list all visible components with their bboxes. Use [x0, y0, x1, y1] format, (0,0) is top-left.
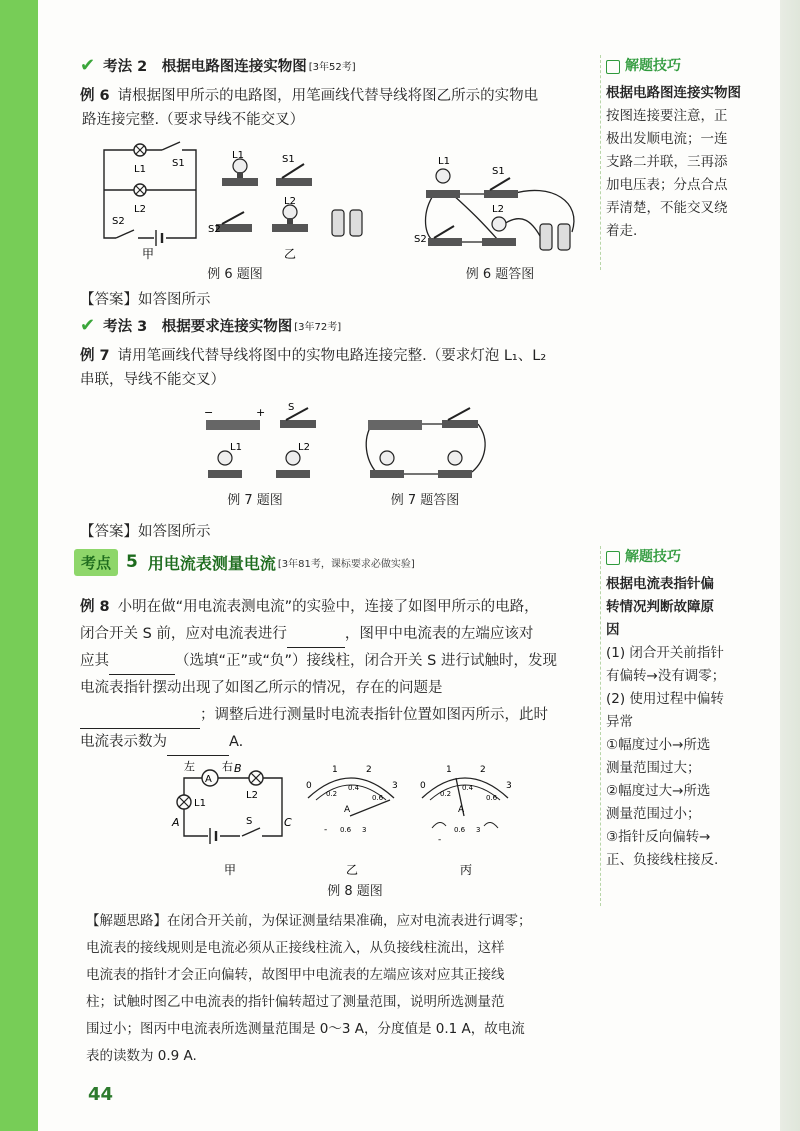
figure-caption: 例 6 题图 [207, 267, 263, 282]
tips-line: ①幅度过小→所选 [606, 737, 711, 753]
text-line: 串联，导线不能交叉） [80, 372, 225, 388]
label-l1: L1 [438, 156, 450, 167]
terminal-label: 0.6 [340, 826, 352, 834]
tips-heading: 转情况判断故障原 [606, 599, 714, 615]
text-line: 电流表示数为 [80, 734, 167, 750]
label-left: 左 [184, 760, 195, 773]
label-l2: L2 [246, 790, 258, 801]
tick-label: 0.4 [348, 784, 360, 792]
svg-text:L2: L2 [298, 442, 310, 453]
book-icon [606, 60, 620, 74]
label-l1: L1 [134, 164, 146, 175]
label-bing: 丙 [460, 863, 473, 877]
green-margin-strip [0, 0, 38, 1131]
text-line: 应其 [80, 653, 109, 669]
label-c: C [284, 816, 292, 829]
answer-caption: 例 7 题答图 [390, 493, 460, 508]
label-l2: L2 [492, 204, 504, 215]
label-s2: S2 [414, 234, 427, 245]
solution-block [86, 908, 596, 1070]
lamp-l2-icon [272, 205, 308, 232]
ex7-answer-figure [362, 400, 492, 490]
tips-line: 加电压表；分点合点 [606, 177, 728, 193]
switch-s2-icon [216, 212, 252, 232]
label-s2: S2 [208, 224, 221, 235]
label-l2: L2 [134, 204, 146, 215]
needle [350, 800, 390, 816]
tips-line: 极出发顺电流；一连 [606, 131, 728, 147]
text-line: 小明在做“用电流表测电流”的实验中，连接了如图甲所示的电路， [117, 599, 539, 615]
tick-label: 2 [366, 765, 372, 775]
tips-line: ②幅度过大→所选 [606, 783, 711, 799]
solution-line: 表的读数为 0.9 A. [86, 1048, 197, 1064]
tick-label: 1 [332, 765, 338, 775]
svg-text:−: − [204, 406, 214, 419]
text-line: 请用笔画线代替导线将图中的实物电路连接完整.（要求灯泡 L₁、L₂ [117, 348, 547, 364]
tick-label: 0.2 [326, 790, 338, 798]
tips-line: 测量范围过大； [606, 760, 701, 776]
label-jia: 甲 [142, 247, 155, 261]
tick-label: 2 [480, 765, 486, 775]
tips-line: 异常 [606, 714, 633, 730]
checkmark-icon: ✔ [80, 55, 96, 76]
kaodian-5-header [74, 547, 484, 577]
tick-label: 0.4 [462, 784, 474, 792]
terminal-label: - [438, 835, 442, 845]
tips-line: (2) 使用过程中偏转 [606, 691, 724, 707]
tips-line: 按图连接要注意，正 [606, 108, 728, 124]
ex6-components [208, 146, 378, 266]
section-title: 考法 2 根据电路图连接实物图 [103, 59, 307, 75]
tips-line: 着走. [606, 223, 638, 239]
ex6-answer-figure [412, 152, 592, 262]
label-s1: S1 [282, 154, 295, 165]
tips-line: 支路二并联，三再添 [606, 154, 728, 170]
tips-heading: 因 [606, 622, 620, 638]
example-7-text [80, 344, 595, 392]
ex8-circuit-diagram [170, 758, 300, 878]
label-jia: 甲 [224, 863, 237, 877]
text-line: 请根据图甲所示的电路图，用笔画线代替导线将图乙所示的实物电 [117, 88, 539, 104]
answer-blank[interactable] [109, 656, 175, 675]
label-s1: S1 [492, 166, 505, 177]
tips-line: (1) 闭合开关前指针 [606, 645, 724, 661]
section-kaofa-3 [80, 315, 341, 336]
example-label: 例 7 [80, 348, 110, 364]
label-yi: 乙 [346, 863, 359, 877]
terminal-label: 0.6 [454, 826, 466, 834]
tips-line: 测量范围过小； [606, 806, 701, 822]
label-l1: L1 [194, 798, 206, 809]
solution-line: 电流表的指针才会正向偏转，故图甲中电流表的左端应该对应其正接线 [86, 967, 505, 983]
label-a: A [172, 816, 180, 829]
solution-line: 电流表的接线规则是电流必须从正接线柱流入，从负接线柱流出，这样 [86, 940, 505, 956]
page-number: 44 [88, 1084, 114, 1105]
book-icon [606, 551, 620, 565]
page-edge [780, 0, 800, 1131]
solution-line: 柱；试触时图乙中电流表的指针偏转超过了测量范围，说明所选测量范 [86, 994, 505, 1010]
svg-text:L1: L1 [230, 442, 242, 453]
tips-line: ③指针反向偏转→ [606, 829, 711, 845]
label-s: S [246, 816, 253, 827]
battery-icon [332, 210, 362, 236]
answer-text: 【答案】如答图所示 [80, 292, 211, 308]
example-label: 例 6 [80, 88, 110, 104]
tick-label: 0.6 [486, 794, 498, 802]
figure-caption: 例 7 题图 [227, 493, 283, 508]
answer-blank[interactable] [287, 629, 345, 648]
terminal-label: 3 [362, 826, 367, 834]
label-yi: 乙 [284, 247, 297, 261]
tips-heading: 根据电路图连接实物图 [606, 85, 741, 101]
tips-line: 有偏转→没有调零； [606, 668, 726, 684]
meter-unit: A [344, 805, 351, 815]
terminal-label: - [324, 825, 328, 835]
svg-text:+: + [256, 406, 266, 419]
text-line: A. [229, 734, 244, 750]
example-8-text [80, 594, 595, 756]
label-b: B [234, 762, 242, 775]
tips-line: 正、负接线柱接反. [606, 852, 719, 868]
tips-line: 弄清楚，不能交叉绕 [606, 200, 728, 216]
tips-box-2 [606, 546, 746, 872]
tips-title: 解题技巧 [625, 58, 681, 74]
tick-label: 0.2 [440, 790, 452, 798]
kaodian-frequency: [3年81考，课标要求必做实验] [277, 558, 415, 570]
figure-caption: 例 8 题图 [327, 884, 383, 899]
solution-line: 围过小；图丙中电流表所选测量范围是 0～3 A，分度值是 0.1 A，故电流 [86, 1021, 525, 1037]
label-l1: L1 [232, 150, 244, 161]
section-title: 考法 3 根据要求连接实物图 [103, 319, 293, 335]
tick-label: 0 [420, 781, 426, 791]
kaodian-title: 用电流表测量电流 [147, 553, 276, 573]
tips-box-1 [606, 55, 746, 243]
svg-text:S: S [288, 402, 295, 413]
tick-label: 3 [392, 781, 398, 791]
text-line: 路连接完整.（要求导线不能交叉） [82, 112, 305, 128]
tick-label: 1 [446, 765, 452, 775]
tick-label: 0 [306, 781, 312, 791]
text-line: 闭合开关 S 前，应对电流表进行 [80, 626, 287, 642]
tips-heading: 根据电流表指针偏 [606, 576, 714, 592]
example-6-text [80, 84, 595, 132]
switch-s1-icon [276, 164, 312, 186]
tips-divider [600, 55, 601, 270]
checkmark-icon: ✔ [80, 315, 96, 336]
tips-title: 解题技巧 [625, 549, 681, 565]
answer-caption: 例 6 题答图 [465, 267, 535, 282]
label-s2: S2 [112, 216, 125, 227]
label-right: 右 [222, 760, 233, 773]
ex7-components [200, 400, 330, 490]
solution-line: 【解题思路】在闭合开关前，为保证测量结果准确，应对电流表进行调零； [86, 913, 532, 929]
section-kaofa-2 [80, 55, 356, 76]
example-label: 例 8 [80, 599, 110, 615]
tick-label: 0.6 [372, 794, 384, 802]
svg-text:A: A [205, 774, 212, 785]
meter-unit: A [458, 805, 465, 815]
lamp-l1-icon [222, 159, 258, 186]
ammeter-yi [296, 760, 406, 878]
terminal-label: 3 [476, 826, 481, 834]
ex6-circuit-diagram [96, 138, 206, 263]
tick-label: 3 [506, 781, 512, 791]
label-l2: L2 [284, 196, 296, 207]
text-line: （选填“正”或“负”）接线柱，闭合开关 S 进行试触时，发现 [175, 653, 557, 669]
section-frequency: [3年72考] [294, 322, 342, 333]
label-s1: S1 [172, 158, 185, 169]
text-line: ，图甲中电流表的左端应该对 [344, 626, 534, 642]
text-line: 电流表指针摆动出现了如图乙所示的情况，存在的问题是 [80, 680, 443, 696]
section-frequency: [3年52考] [308, 62, 356, 73]
kaodian-tag: 考点 [74, 549, 118, 576]
text-line: ；调整后进行测量时电流表指针位置如图丙所示，此时 [200, 707, 548, 723]
answer-text: 【答案】如答图所示 [80, 524, 211, 540]
answer-blank[interactable] [167, 737, 229, 756]
tips-divider [600, 546, 601, 906]
answer-blank[interactable] [80, 710, 200, 729]
ammeter-bing [410, 760, 520, 878]
kaodian-number: 5 [126, 552, 138, 572]
